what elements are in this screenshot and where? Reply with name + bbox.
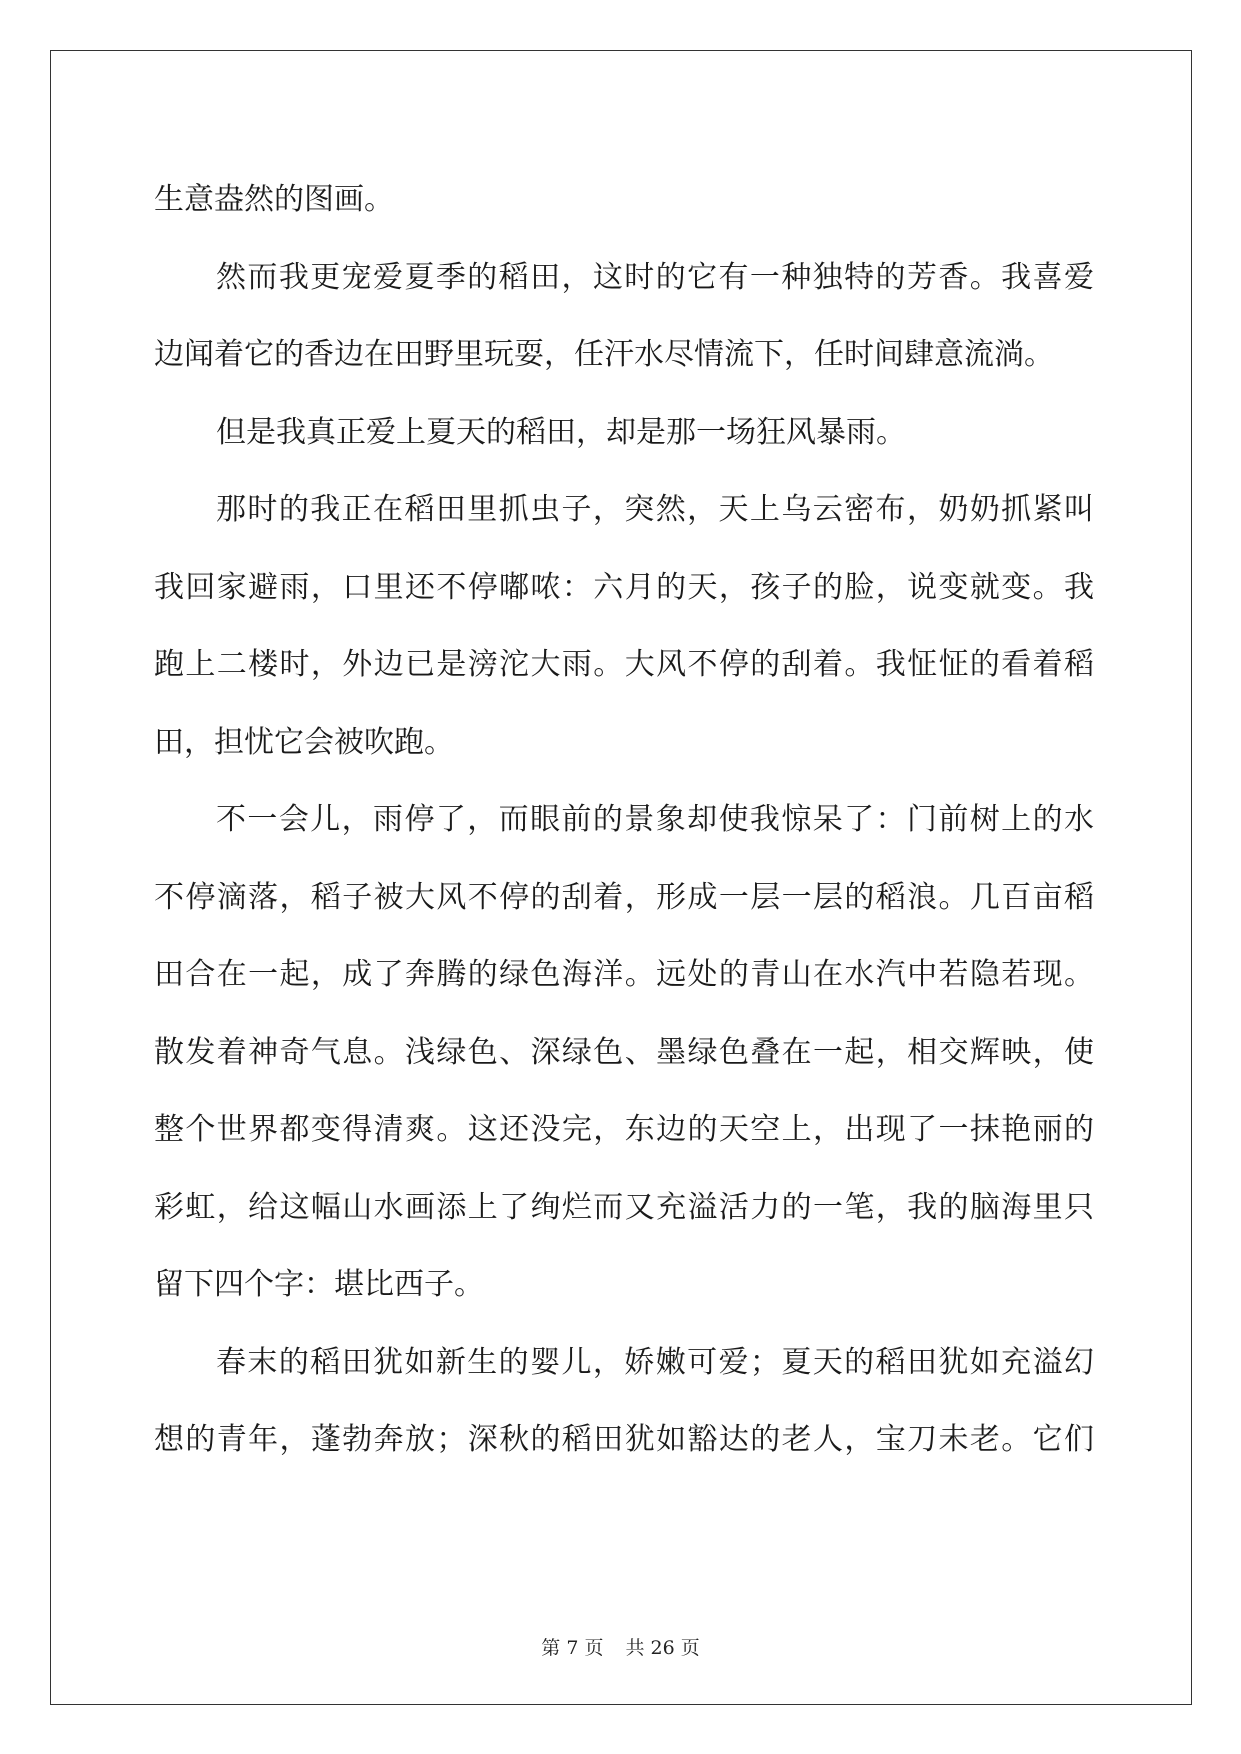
page-number: 第 7 页 [541,1637,604,1659]
page-footer [0,1633,1241,1660]
document-body [154,161,1094,1479]
paragraph-3-line: 但是我真正爱上夏天的稻田，却是那一场狂风暴雨。 [216,414,906,450]
paragraph-4-line: 那时的我正在稻田里抓虫子，突然，天上乌云密布，奶奶抓紧叫 [216,492,1094,527]
paragraph-5-line: 不一会儿，雨停了，而眼前的景象却使我惊呆了：门前树上的水 [216,802,1094,837]
paragraph-5-line: 彩虹，给这幅山水画添上了绚烂而又充溢活力的一笔，我的脑海里只 [154,1189,1094,1225]
paragraph-5-line: 散发着神奇气息。浅绿色、深绿色、墨绿色叠在一起，相交辉映，使 [154,1034,1094,1070]
paragraph-4-line: 跑上二楼时，外边已是滂沱大雨。大风不停的刮着。我怔怔的看着稻 [154,647,1094,682]
paragraph-5-line: 整个世界都变得清爽。这还没完，东边的天空上，出现了一抹艳丽的 [154,1112,1094,1147]
paragraph-2-line: 然而我更宠爱夏季的稻田，这时的它有一种独特的芳香。我喜爱 [216,259,1094,295]
paragraph-4-line: 我回家避雨，口里还不停嘟哝：六月的天，孩子的脸，说变就变。我 [154,569,1094,605]
paragraph-6-line: 想的青年，蓬勃奔放；深秋的稻田犹如豁达的老人，宝刀未老。它们 [154,1422,1094,1457]
paragraph-5-line: 留下四个字：堪比西子。 [154,1267,484,1302]
paragraph-5-line: 田合在一起，成了奔腾的绿色海洋。远处的青山在水汽中若隐若现。 [154,957,1094,992]
paragraph-5-line: 不停滴落，稻子被大风不停的刮着，形成一层一层的稻浪。几百亩稻 [154,879,1094,915]
paragraph-4-line: 田，担忧它会被吹跑。 [154,724,454,760]
paragraph-2-line: 边闻着它的香边在田野里玩耍，任汗水尽情流下，任时间肆意流淌。 [154,337,1054,372]
page-total: 共 26 页 [625,1637,700,1659]
paragraph-6-line: 春末的稻田犹如新生的婴儿，娇嫩可爱；夏天的稻田犹如充溢幻 [216,1344,1094,1380]
paragraph-1-line: 生意盎然的图画。 [154,182,394,217]
